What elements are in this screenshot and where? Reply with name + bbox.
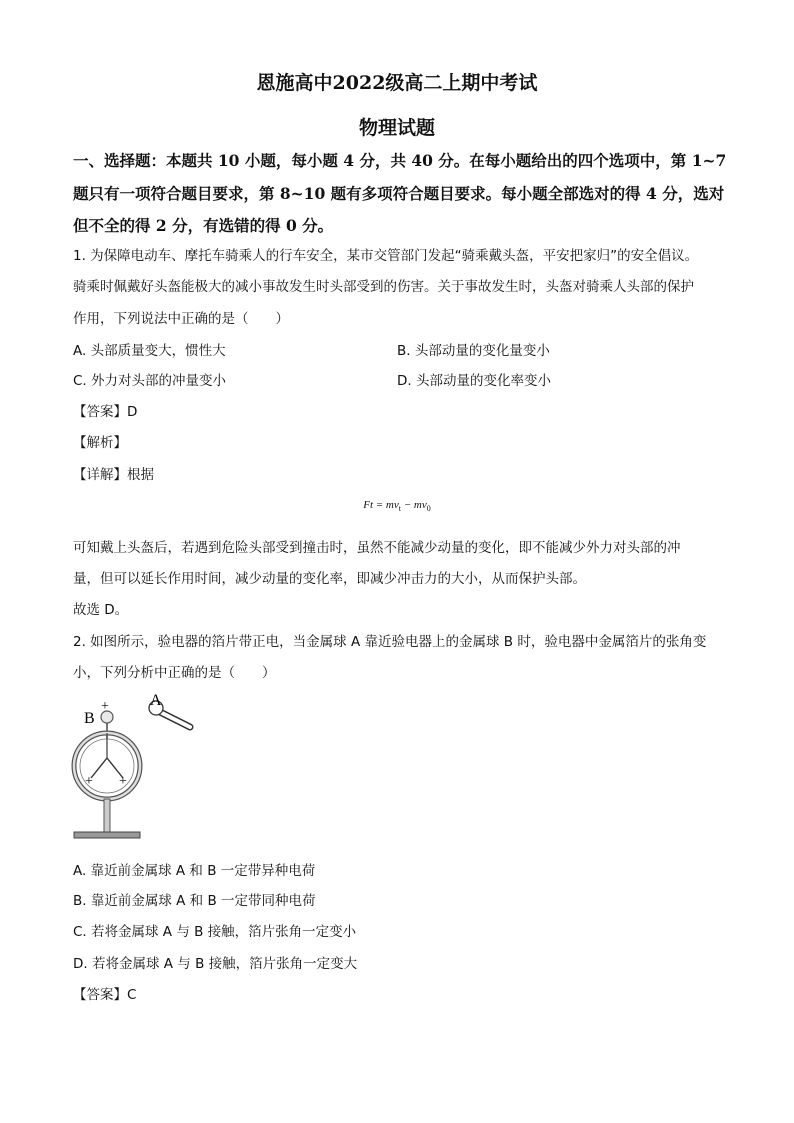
plus-sign-right: + (119, 774, 127, 789)
question-2-line: 小，下列分析中正确的是（ ） (73, 665, 276, 681)
q1-option-a: A. 头部质量变大，惯性大 (73, 343, 226, 359)
label-a: A (150, 692, 162, 709)
question-1-line: 作用，下列说法中正确的是（ ） (73, 311, 289, 327)
formula-main: Ft = mv (363, 499, 399, 511)
page-subtitle: 物理试题 (358, 117, 435, 139)
question-1-line: 1. 为保障电动车、摩托车骑乘人的行车安全，某市交管部门发起“骑乘戴头盔，平安把家归”的安全倡议。 (73, 248, 699, 264)
electroscope-figure (70, 688, 200, 844)
formula-mid: − mv (401, 499, 427, 511)
section-line: 但不全的得 2 分，有选错的得 0 分。 (73, 216, 334, 235)
section-line: 一、选择题：本题共 10 小题，每小题 4 分，共 40 分。在每小题给出的四个选项中，第 1~7 (73, 151, 727, 170)
q1-option-d: D. 头部动量的变化率变小 (397, 373, 551, 389)
question-1-line: 骑乘时佩戴好头盔能极大的减小事故发生时头部受到的伤害。关于事故发生时，头盔对骑乘人头部的保护 (73, 279, 694, 295)
q2-option-b: B. 靠近前金属球 A 和 B 一定带同种电荷 (73, 893, 316, 909)
q2-answer: 【答案】C (73, 987, 137, 1003)
q2-option-c: C. 若将金属球 A 与 B 接触，箔片张角一定变小 (73, 924, 357, 940)
electroscope-stand (74, 799, 140, 838)
label-b: B (84, 710, 95, 727)
q2-option-d: D. 若将金属球 A 与 B 接触，箔片张角一定变大 (73, 956, 358, 972)
q1-conclusion: 故选 D。 (73, 602, 129, 618)
q1-detail: 【详解】根据 (73, 467, 154, 483)
plus-sign-left: + (85, 774, 93, 789)
plus-sign-top: + (101, 699, 109, 714)
q1-option-c: C. 外力对头部的冲量变小 (73, 373, 227, 389)
q1-formula (0, 499, 794, 513)
formula-sub-t: t (398, 504, 401, 514)
q1-explain-line: 量，但可以延长作用时间，减少动量的变化率，即减少冲击力的大小，从而保护头部。 (73, 571, 586, 587)
q2-option-a: A. 靠近前金属球 A 和 B 一定带异种电荷 (73, 863, 316, 879)
page-title: 恩施高中2022级高二上期中考试 (256, 72, 538, 94)
section-line: 题只有一项符合题目要求，第 8~10 题有多项符合题目要求。每小题全部选对的得 4 分，选对 (73, 184, 725, 203)
q1-answer: 【答案】D (73, 404, 138, 420)
q1-explain-line: 可知戴上头盔后，若遇到危险头部受到撞击时，虽然不能减少动量的变化，即不能减少外力对头部的冲 (73, 540, 681, 556)
q1-analysis: 【解析】 (73, 435, 127, 451)
q1-option-b: B. 头部动量的变化量变小 (397, 343, 550, 359)
question-2-line: 2. 如图所示，验电器的箔片带正电，当金属球 A 靠近验电器上的金属球 B 时，验电器中金属箔片的张角变 (73, 634, 707, 650)
formula-sub-0: 0 (426, 504, 431, 514)
